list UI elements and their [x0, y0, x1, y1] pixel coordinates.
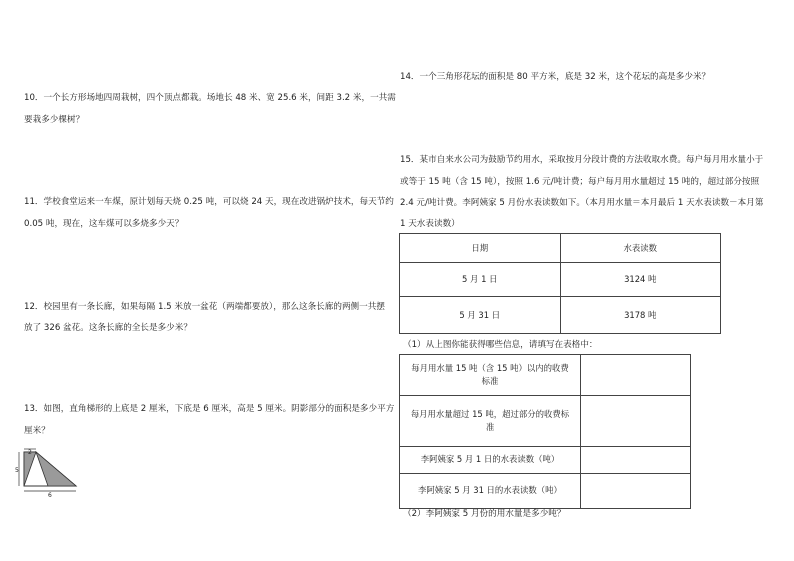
- row-reading: 3178 吨: [560, 297, 721, 334]
- table-row: [400, 355, 691, 396]
- table-row: [400, 474, 691, 509]
- question-13-line-1: 13．如图，直角梯形的上底是 2 厘米，下底是 6 厘米，高是 5 厘米。阴影部分的面积是多少平方: [24, 404, 395, 414]
- question-15-line-1: 15．某市自来水公司为鼓励节约用水，采取按月分段计费的方法收取水费。每户每月用水量小于: [400, 155, 764, 165]
- shaded-triangle-right: [36, 452, 76, 486]
- question-11-line-1: 11．学校食堂运来一车煤，原计划每天烧 0.25 吨，可以烧 24 天，现在改进锅炉技术，每天节约: [24, 197, 394, 207]
- info-label: [400, 396, 581, 447]
- meter-reading-table: [399, 233, 721, 334]
- question-12-line-2: 放了 326 盆花。这条长廊的全长是多少米？: [24, 323, 192, 333]
- table-row: [400, 263, 721, 297]
- answer-cell[interactable]: [581, 447, 691, 474]
- question-15-line-4: 1 天水表读数）: [400, 219, 460, 229]
- table-row: [400, 396, 691, 447]
- table-row: [400, 447, 691, 474]
- row-date: 5 月 1 日: [400, 263, 561, 297]
- question-15-line-3: 2.4 元/吨计费。李阿姨家 5 月份水表读数如下。（本月用水量＝本月最后 1 天水表读数－本月第: [400, 198, 764, 208]
- table-header-row: [400, 234, 721, 263]
- trapezoid-figure: [14, 448, 84, 498]
- figure-top-label: 2: [28, 449, 32, 456]
- info-label: [400, 355, 581, 396]
- figure-bottom-label: 6: [48, 492, 52, 498]
- info-label-line-2: 准: [485, 422, 495, 432]
- header-reading: 水表读数: [560, 234, 721, 263]
- question-10-line-1: 10．一个长方形场地四周栽树，四个顶点都栽。场地长 48 米、宽 25.6 米，间距 3.2 米，一共需: [24, 93, 396, 103]
- info-label-line-1: 每月用水量 15 吨（含 15 吨）以内的收费: [411, 362, 569, 373]
- figure-side-label: 5: [15, 467, 19, 474]
- info-fill-table: [399, 354, 691, 509]
- question-11-line-2: 0.05 吨，现在，这车煤可以多烧多少天？: [24, 219, 184, 229]
- table-row: [400, 297, 721, 334]
- info-label: 李阿姨家 5 月 31 日的水表读数（吨）: [400, 474, 581, 509]
- answer-cell[interactable]: [581, 474, 691, 509]
- question-13-line-2: 厘米？: [24, 426, 50, 436]
- row-date: 5 月 31 日: [400, 297, 561, 334]
- header-date: 日期: [400, 234, 561, 263]
- answer-cell[interactable]: [581, 355, 691, 396]
- question-15-part-2: （2）李阿姨家 5 月份的用水量是多少吨？: [403, 509, 566, 519]
- answer-cell[interactable]: [581, 396, 691, 447]
- row-reading: 3124 吨: [560, 263, 721, 297]
- shaded-triangle-left: [24, 452, 36, 486]
- question-12-line-1: 12．校园里有一条长廊，如果每隔 1.5 米放一盆花（两端都要放），那么这条长廊的两侧一共摆: [24, 302, 385, 312]
- info-label-line-1: 每月用水量超过 15 吨，超过部分的收费标: [410, 408, 570, 419]
- question-14-line-1: 14．一个三角形花坛的面积是 80 平方米，底是 32 米，这个花坛的高是多少米？: [400, 72, 711, 82]
- question-15-part-1: （1）从上图你能获得哪些信息，请填写在表格中：: [403, 340, 598, 350]
- info-label-line-2: 标准: [481, 376, 499, 386]
- info-label: 李阿姨家 5 月 1 日的水表读数（吨）: [400, 447, 581, 474]
- question-10-line-2: 要栽多少棵树？: [24, 115, 85, 125]
- question-15-line-2: 或等于 15 吨（含 15 吨），按照 1.6 元/吨计费；每户每月用水量超过 15 吨的，超过部分按照: [400, 177, 760, 187]
